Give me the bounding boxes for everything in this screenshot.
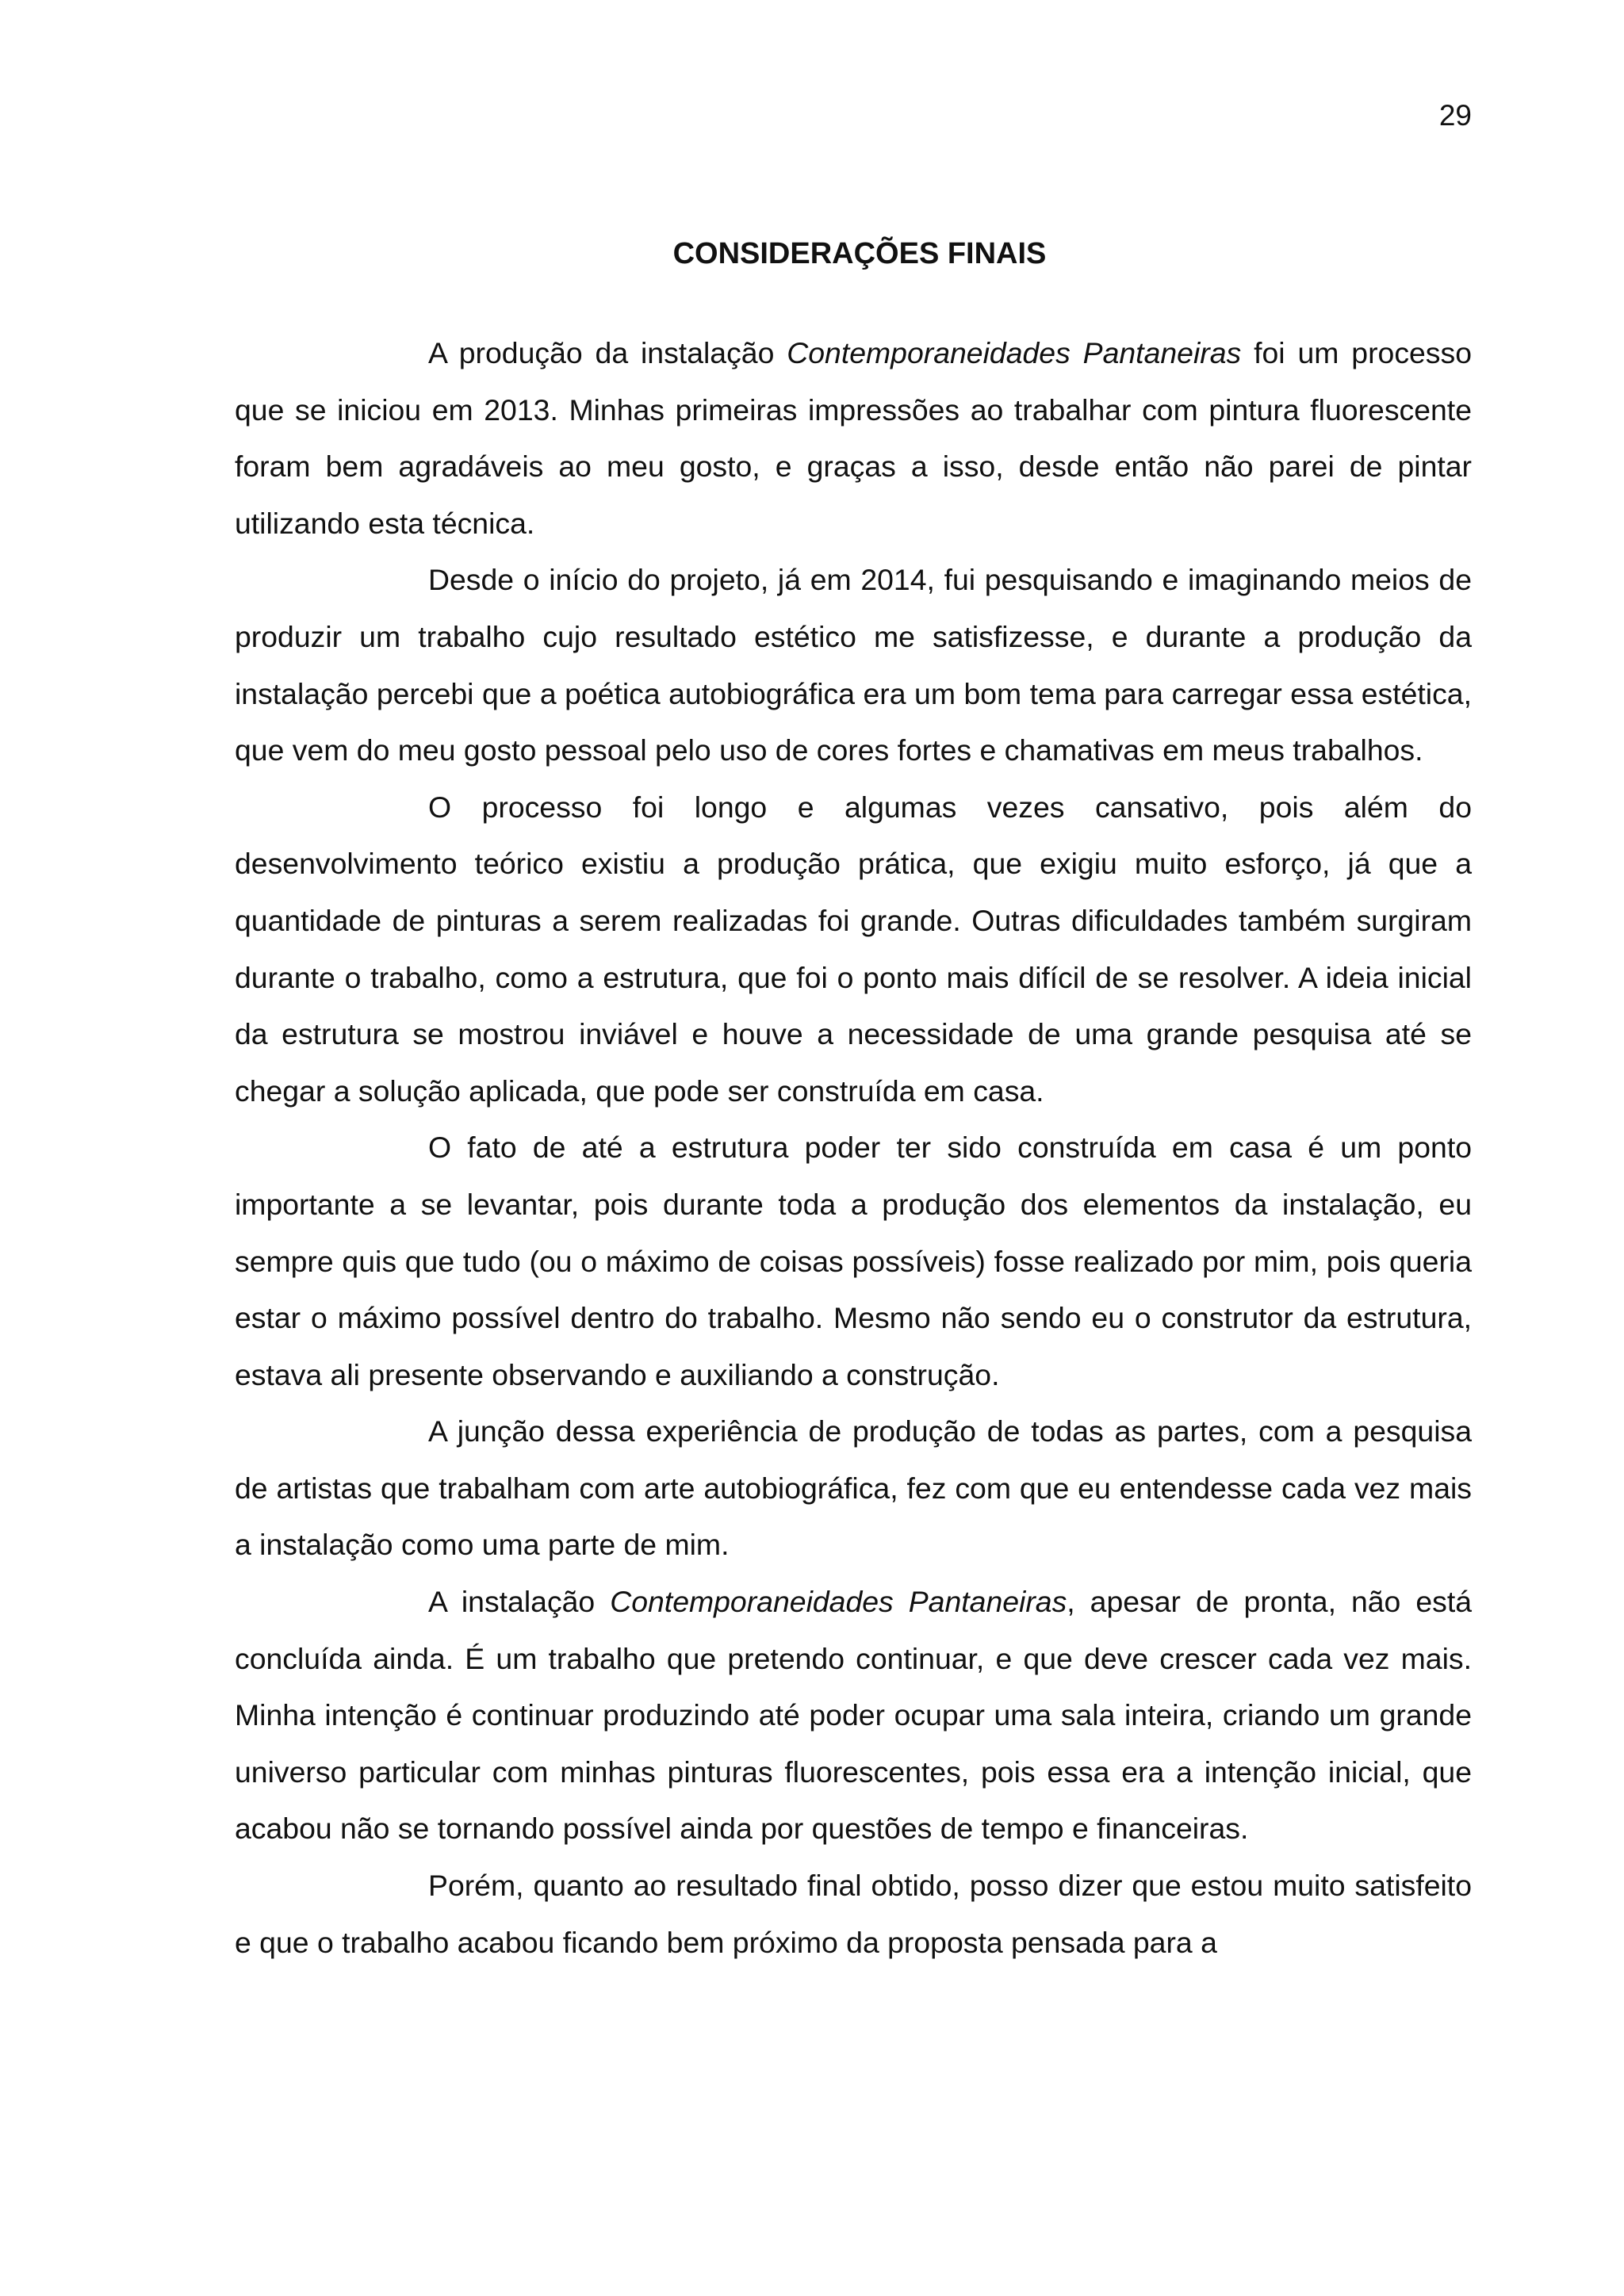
- text-segment: , apesar de pronta, não está concluída ainda. É um trabalho que pretendo continuar, e que deve crescer cada vez mais. Minha intenção é continuar produzindo até poder ocupar uma sala inteira, criando um grande universo particular com minhas pinturas fluorescentes, pois essa era a intenção inicial, que acabou não se tornando possível ainda por questões de tempo e financeiras.: [235, 1585, 1472, 1846]
- body-text: [235, 325, 1472, 1971]
- text-segment: A produção da instalação: [428, 336, 787, 369]
- italic-work-title: Contemporaneidades Pantaneiras: [610, 1585, 1067, 1619]
- text-segment: Desde o início do projeto, já em 2014, fui pesquisando e imaginando meios de produzir um trabalho cujo resultado estético me satisfizesse, e durante a produção da instalação percebi que a poética autobiográfica era um bom tema para carregar essa estética, que vem do meu gosto pessoal pelo uso de cores fortes e chamativas em meus trabalhos.: [235, 563, 1472, 767]
- text-segment: Porém, quanto ao resultado final obtido, posso dizer que estou muito satisfeito e que o trabalho acabou ficando bem próximo da proposta pensada para a: [235, 1869, 1472, 1959]
- italic-work-title: Contemporaneidades Pantaneiras: [787, 336, 1242, 369]
- text-segment: foi um processo que se iniciou em 2013. Minhas primeiras impressões ao trabalhar com pintura fluorescente foram bem agradáveis ao meu gosto, e graças a isso, desde então não parei de pintar utilizando esta técnica.: [235, 336, 1472, 540]
- paragraph: [235, 1858, 1472, 1971]
- paragraph: [235, 779, 1472, 1120]
- page-number: 29: [1438, 99, 1472, 132]
- paragraph: [235, 325, 1472, 552]
- paragraph: [235, 1574, 1472, 1858]
- paragraph: [235, 552, 1472, 779]
- paragraph: [235, 1403, 1472, 1574]
- paragraph: [235, 1119, 1472, 1403]
- text-segment: O fato de até a estrutura poder ter sido construída em casa é um ponto importante a se levantar, pois durante toda a produção dos elementos da instalação, eu sempre quis que tudo (ou o máximo de coisas possíveis) fosse realizado por mim, pois queria estar o máximo possível dentro do trabalho. Mesmo não sendo eu o construtor da estrutura, estava ali presente observando e auxiliando a construção.: [235, 1131, 1472, 1391]
- text-segment: A instalação: [428, 1585, 611, 1619]
- section-title: CONSIDERAÇÕES FINAIS: [672, 237, 1047, 270]
- text-segment: O processo foi longo e algumas vezes cansativo, pois além do desenvolvimento teórico existiu a produção prática, que exigiu muito esforço, já que a quantidade de pinturas a serem realizadas foi grande. Outras dificuldades também surgiram durante o trabalho, como a estrutura, que foi o ponto mais difícil de se resolver. A ideia inicial da estrutura se mostrou inviável e houve a necessidade de uma grande pesquisa até se chegar a solução aplicada, que pode ser construída em casa.: [235, 790, 1472, 1108]
- text-segment: A junção dessa experiência de produção de todas as partes, com a pesquisa de artistas que trabalham com arte autobiográfica, fez com que eu entendesse cada vez mais a instalação como uma parte de mim.: [235, 1414, 1472, 1562]
